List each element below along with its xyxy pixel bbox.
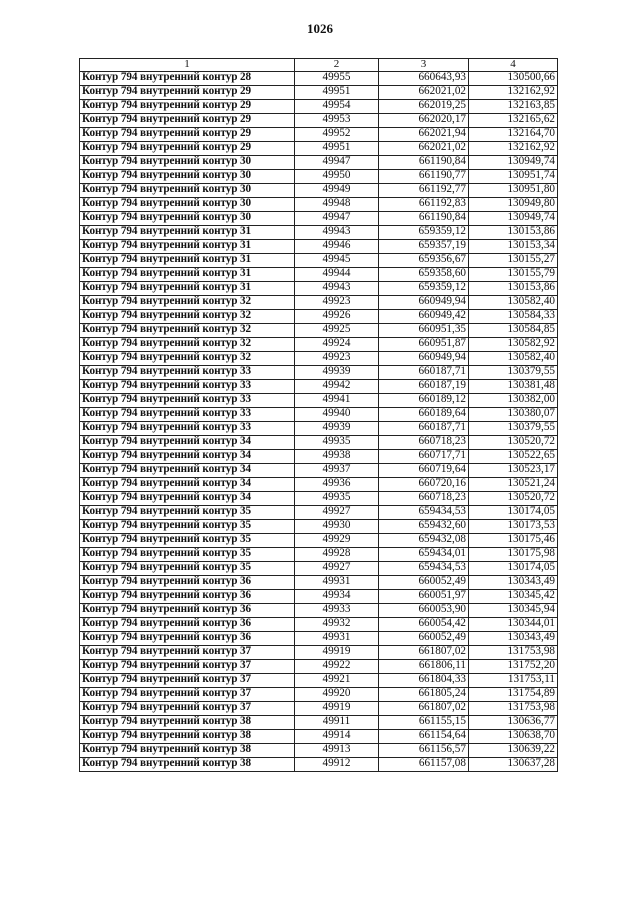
y-coordinate-cell: 130951,80: [469, 183, 558, 197]
point-number-cell: 49944: [295, 267, 379, 281]
y-coordinate-cell: 130500,66: [469, 71, 558, 85]
contour-name-cell: Контур 794 внутренний контур 33: [80, 421, 295, 435]
point-number-cell: 49912: [295, 757, 379, 771]
x-coordinate-cell: 659432,60: [379, 519, 469, 533]
table-row: [80, 673, 558, 687]
x-coordinate-cell: 659358,60: [379, 267, 469, 281]
y-coordinate-cell: 130343,49: [469, 631, 558, 645]
y-coordinate-cell: 130523,17: [469, 463, 558, 477]
point-number-cell: 49939: [295, 421, 379, 435]
x-coordinate-cell: 661807,02: [379, 645, 469, 659]
y-coordinate-cell: 130174,05: [469, 505, 558, 519]
contour-name-cell: Контур 794 внутренний контур 34: [80, 435, 295, 449]
table-row: [80, 547, 558, 561]
x-coordinate-cell: 660052,49: [379, 631, 469, 645]
table-row: [80, 617, 558, 631]
point-number-cell: 49922: [295, 659, 379, 673]
point-number-cell: 49953: [295, 113, 379, 127]
x-coordinate-cell: 659434,53: [379, 505, 469, 519]
point-number-cell: 49921: [295, 673, 379, 687]
x-coordinate-cell: 660054,42: [379, 617, 469, 631]
y-coordinate-cell: 132163,85: [469, 99, 558, 113]
table-row: [80, 281, 558, 295]
table-row: [80, 295, 558, 309]
point-number-cell: 49939: [295, 365, 379, 379]
point-number-cell: 49932: [295, 617, 379, 631]
table-row: [80, 645, 558, 659]
table-row: [80, 183, 558, 197]
x-coordinate-cell: 662020,17: [379, 113, 469, 127]
point-number-cell: 49923: [295, 295, 379, 309]
x-coordinate-cell: 661192,83: [379, 197, 469, 211]
contour-name-cell: Контур 794 внутренний контур 34: [80, 463, 295, 477]
y-coordinate-cell: 130174,05: [469, 561, 558, 575]
x-coordinate-cell: 659434,01: [379, 547, 469, 561]
table-row: [80, 561, 558, 575]
contour-name-cell: Контур 794 внутренний контур 29: [80, 113, 295, 127]
contour-name-cell: Контур 794 внутренний контур 38: [80, 729, 295, 743]
table-row: [80, 211, 558, 225]
contour-name-cell: Контур 794 внутренний контур 35: [80, 561, 295, 575]
y-coordinate-cell: 132164,70: [469, 127, 558, 141]
table-row: [80, 323, 558, 337]
point-number-cell: 49954: [295, 99, 379, 113]
x-coordinate-cell: 661804,33: [379, 673, 469, 687]
column-header-2: 2: [295, 59, 379, 72]
contour-name-cell: Контур 794 внутренний контур 38: [80, 757, 295, 771]
table-row: [80, 519, 558, 533]
point-number-cell: 49949: [295, 183, 379, 197]
point-number-cell: 49951: [295, 85, 379, 99]
point-number-cell: 49952: [295, 127, 379, 141]
x-coordinate-cell: 660189,12: [379, 393, 469, 407]
y-coordinate-cell: 130344,01: [469, 617, 558, 631]
point-number-cell: 49927: [295, 561, 379, 575]
point-number-cell: 49911: [295, 715, 379, 729]
point-number-cell: 49951: [295, 141, 379, 155]
table-row: [80, 449, 558, 463]
table-row: [80, 239, 558, 253]
column-header-1: 1: [80, 59, 295, 72]
x-coordinate-cell: 659359,12: [379, 225, 469, 239]
x-coordinate-cell: 661157,08: [379, 757, 469, 771]
point-number-cell: 49920: [295, 687, 379, 701]
table-row: [80, 729, 558, 743]
contour-name-cell: Контур 794 внутренний контур 34: [80, 449, 295, 463]
y-coordinate-cell: 130637,28: [469, 757, 558, 771]
y-coordinate-cell: 130155,79: [469, 267, 558, 281]
table-row: [80, 687, 558, 701]
point-number-cell: 49937: [295, 463, 379, 477]
table-row: [80, 141, 558, 155]
y-coordinate-cell: 130379,55: [469, 421, 558, 435]
y-coordinate-cell: 130175,46: [469, 533, 558, 547]
y-coordinate-cell: 130521,24: [469, 477, 558, 491]
y-coordinate-cell: 131753,11: [469, 673, 558, 687]
table-header-row: [80, 59, 558, 72]
contour-name-cell: Контур 794 внутренний контур 37: [80, 645, 295, 659]
point-number-cell: 49914: [295, 729, 379, 743]
x-coordinate-cell: 660053,90: [379, 603, 469, 617]
table-row: [80, 589, 558, 603]
table-row: [80, 757, 558, 771]
table-row: [80, 85, 558, 99]
table-row: [80, 659, 558, 673]
table-row: [80, 505, 558, 519]
table-row: [80, 197, 558, 211]
x-coordinate-cell: 660951,35: [379, 323, 469, 337]
contour-name-cell: Контур 794 внутренний контур 31: [80, 225, 295, 239]
y-coordinate-cell: 130379,55: [469, 365, 558, 379]
point-number-cell: 49940: [295, 407, 379, 421]
x-coordinate-cell: 661190,84: [379, 155, 469, 169]
y-coordinate-cell: 130949,74: [469, 155, 558, 169]
y-coordinate-cell: 130638,70: [469, 729, 558, 743]
contour-name-cell: Контур 794 внутренний контур 33: [80, 365, 295, 379]
x-coordinate-cell: 661156,57: [379, 743, 469, 757]
table-row: [80, 421, 558, 435]
point-number-cell: 49927: [295, 505, 379, 519]
y-coordinate-cell: 130345,42: [469, 589, 558, 603]
y-coordinate-cell: 130582,40: [469, 351, 558, 365]
point-number-cell: 49919: [295, 645, 379, 659]
y-coordinate-cell: 130381,48: [469, 379, 558, 393]
table-row: [80, 365, 558, 379]
table-row: [80, 99, 558, 113]
point-number-cell: 49935: [295, 491, 379, 505]
table-row: [80, 631, 558, 645]
point-number-cell: 49931: [295, 575, 379, 589]
y-coordinate-cell: 130520,72: [469, 491, 558, 505]
point-number-cell: 49936: [295, 477, 379, 491]
point-number-cell: 49933: [295, 603, 379, 617]
table-row: [80, 533, 558, 547]
contour-name-cell: Контур 794 внутренний контур 37: [80, 673, 295, 687]
table-row: [80, 337, 558, 351]
contour-name-cell: Контур 794 внутренний контур 35: [80, 519, 295, 533]
table-row: [80, 715, 558, 729]
point-number-cell: 49923: [295, 351, 379, 365]
table-row: [80, 127, 558, 141]
contour-name-cell: Контур 794 внутренний контур 31: [80, 253, 295, 267]
y-coordinate-cell: 131754,89: [469, 687, 558, 701]
column-header-4: 4: [469, 59, 558, 72]
contour-name-cell: Контур 794 внутренний контур 33: [80, 379, 295, 393]
y-coordinate-cell: 130636,77: [469, 715, 558, 729]
contour-name-cell: Контур 794 внутренний контур 32: [80, 323, 295, 337]
point-number-cell: 49948: [295, 197, 379, 211]
contour-name-cell: Контур 794 внутренний контур 30: [80, 155, 295, 169]
x-coordinate-cell: 659359,12: [379, 281, 469, 295]
y-coordinate-cell: 130582,40: [469, 295, 558, 309]
x-coordinate-cell: 661155,15: [379, 715, 469, 729]
table-row: [80, 309, 558, 323]
contour-name-cell: Контур 794 внутренний контур 37: [80, 659, 295, 673]
y-coordinate-cell: 130520,72: [469, 435, 558, 449]
x-coordinate-cell: 660718,23: [379, 491, 469, 505]
point-number-cell: 49926: [295, 309, 379, 323]
y-coordinate-cell: 130522,65: [469, 449, 558, 463]
contour-name-cell: Контур 794 внутренний контур 33: [80, 393, 295, 407]
contour-name-cell: Контур 794 внутренний контур 32: [80, 337, 295, 351]
point-number-cell: 49924: [295, 337, 379, 351]
contour-name-cell: Контур 794 внутренний контур 34: [80, 477, 295, 491]
y-coordinate-cell: 130343,49: [469, 575, 558, 589]
x-coordinate-cell: 660720,16: [379, 477, 469, 491]
point-number-cell: 49946: [295, 239, 379, 253]
y-coordinate-cell: 130153,86: [469, 281, 558, 295]
x-coordinate-cell: 661154,64: [379, 729, 469, 743]
contour-name-cell: Контур 794 внутренний контур 30: [80, 197, 295, 211]
x-coordinate-cell: 660187,71: [379, 365, 469, 379]
y-coordinate-cell: 132162,92: [469, 85, 558, 99]
x-coordinate-cell: 659357,19: [379, 239, 469, 253]
y-coordinate-cell: 130584,85: [469, 323, 558, 337]
contour-name-cell: Контур 794 внутренний контур 30: [80, 183, 295, 197]
x-coordinate-cell: 660717,71: [379, 449, 469, 463]
table-row: [80, 603, 558, 617]
contour-name-cell: Контур 794 внутренний контур 35: [80, 505, 295, 519]
table-row: [80, 393, 558, 407]
table-body: [80, 71, 558, 771]
contour-name-cell: Контур 794 внутренний контур 36: [80, 617, 295, 631]
x-coordinate-cell: 659432,08: [379, 533, 469, 547]
y-coordinate-cell: 130382,00: [469, 393, 558, 407]
x-coordinate-cell: 660719,64: [379, 463, 469, 477]
x-coordinate-cell: 661190,77: [379, 169, 469, 183]
y-coordinate-cell: 130153,34: [469, 239, 558, 253]
table-row: [80, 463, 558, 477]
table-row: [80, 491, 558, 505]
y-coordinate-cell: 130949,74: [469, 211, 558, 225]
contour-name-cell: Контур 794 внутренний контур 29: [80, 127, 295, 141]
point-number-cell: 49934: [295, 589, 379, 603]
contour-name-cell: Контур 794 внутренний контур 37: [80, 701, 295, 715]
x-coordinate-cell: 662021,94: [379, 127, 469, 141]
contour-name-cell: Контур 794 внутренний контур 31: [80, 267, 295, 281]
contour-name-cell: Контур 794 внутренний контур 36: [80, 603, 295, 617]
table-row: [80, 743, 558, 757]
point-number-cell: 49930: [295, 519, 379, 533]
x-coordinate-cell: 660643,93: [379, 71, 469, 85]
table-row: [80, 71, 558, 85]
table-row: [80, 477, 558, 491]
contour-name-cell: Контур 794 внутренний контур 32: [80, 309, 295, 323]
point-number-cell: 49943: [295, 225, 379, 239]
contour-name-cell: Контур 794 внутренний контур 38: [80, 715, 295, 729]
contour-name-cell: Контур 794 внутренний контур 38: [80, 743, 295, 757]
contour-name-cell: Контур 794 внутренний контур 32: [80, 295, 295, 309]
x-coordinate-cell: 660949,94: [379, 351, 469, 365]
point-number-cell: 49928: [295, 547, 379, 561]
contour-name-cell: Контур 794 внутренний контур 36: [80, 589, 295, 603]
page-number: 1026: [307, 21, 333, 36]
table-row: [80, 351, 558, 365]
x-coordinate-cell: 662021,02: [379, 141, 469, 155]
x-coordinate-cell: 660052,49: [379, 575, 469, 589]
contour-name-cell: Контур 794 внутренний контур 28: [80, 71, 295, 85]
y-coordinate-cell: 130951,74: [469, 169, 558, 183]
y-coordinate-cell: 131752,20: [469, 659, 558, 673]
x-coordinate-cell: 660949,42: [379, 309, 469, 323]
point-number-cell: 49955: [295, 71, 379, 85]
coordinates-table: [79, 58, 558, 772]
contour-name-cell: Контур 794 внутренний контур 29: [80, 85, 295, 99]
contour-name-cell: Контур 794 внутренний контур 29: [80, 99, 295, 113]
x-coordinate-cell: 659434,53: [379, 561, 469, 575]
contour-name-cell: Контур 794 внутренний контур 29: [80, 141, 295, 155]
point-number-cell: 49929: [295, 533, 379, 547]
x-coordinate-cell: 660718,23: [379, 435, 469, 449]
point-number-cell: 49945: [295, 253, 379, 267]
y-coordinate-cell: 130949,80: [469, 197, 558, 211]
point-number-cell: 49913: [295, 743, 379, 757]
contour-name-cell: Контур 794 внутренний контур 36: [80, 631, 295, 645]
table-row: [80, 155, 558, 169]
contour-name-cell: Контур 794 внутренний контур 33: [80, 407, 295, 421]
contour-name-cell: Контур 794 внутренний контур 31: [80, 281, 295, 295]
x-coordinate-cell: 659356,67: [379, 253, 469, 267]
y-coordinate-cell: 130173,53: [469, 519, 558, 533]
x-coordinate-cell: 661806,11: [379, 659, 469, 673]
point-number-cell: 49947: [295, 211, 379, 225]
y-coordinate-cell: 130175,98: [469, 547, 558, 561]
x-coordinate-cell: 661190,84: [379, 211, 469, 225]
y-coordinate-cell: 131753,98: [469, 645, 558, 659]
point-number-cell: 49942: [295, 379, 379, 393]
x-coordinate-cell: 660951,87: [379, 337, 469, 351]
table-row: [80, 113, 558, 127]
y-coordinate-cell: 132165,62: [469, 113, 558, 127]
x-coordinate-cell: 662021,02: [379, 85, 469, 99]
y-coordinate-cell: 130582,92: [469, 337, 558, 351]
table-row: [80, 435, 558, 449]
contour-name-cell: Контур 794 внутренний контур 32: [80, 351, 295, 365]
x-coordinate-cell: 661805,24: [379, 687, 469, 701]
point-number-cell: 49931: [295, 631, 379, 645]
point-number-cell: 49919: [295, 701, 379, 715]
table-row: [80, 267, 558, 281]
point-number-cell: 49938: [295, 449, 379, 463]
contour-name-cell: Контур 794 внутренний контур 36: [80, 575, 295, 589]
contour-name-cell: Контур 794 внутренний контур 30: [80, 169, 295, 183]
contour-name-cell: Контур 794 внутренний контур 30: [80, 211, 295, 225]
y-coordinate-cell: 130639,22: [469, 743, 558, 757]
contour-name-cell: Контур 794 внутренний контур 35: [80, 547, 295, 561]
y-coordinate-cell: 130345,94: [469, 603, 558, 617]
x-coordinate-cell: 660189,64: [379, 407, 469, 421]
y-coordinate-cell: 132162,92: [469, 141, 558, 155]
x-coordinate-cell: 660187,19: [379, 379, 469, 393]
point-number-cell: 49950: [295, 169, 379, 183]
x-coordinate-cell: 662019,25: [379, 99, 469, 113]
point-number-cell: 49941: [295, 393, 379, 407]
point-number-cell: 49947: [295, 155, 379, 169]
column-header-3: 3: [379, 59, 469, 72]
table-row: [80, 407, 558, 421]
x-coordinate-cell: 660051,97: [379, 589, 469, 603]
x-coordinate-cell: 661192,77: [379, 183, 469, 197]
point-number-cell: 49935: [295, 435, 379, 449]
x-coordinate-cell: 661807,02: [379, 701, 469, 715]
contour-name-cell: Контур 794 внутренний контур 34: [80, 491, 295, 505]
table-row: [80, 225, 558, 239]
y-coordinate-cell: 130380,07: [469, 407, 558, 421]
y-coordinate-cell: 131753,98: [469, 701, 558, 715]
point-number-cell: 49925: [295, 323, 379, 337]
table-row: [80, 701, 558, 715]
y-coordinate-cell: 130153,86: [469, 225, 558, 239]
point-number-cell: 49943: [295, 281, 379, 295]
contour-name-cell: Контур 794 внутренний контур 37: [80, 687, 295, 701]
x-coordinate-cell: 660187,71: [379, 421, 469, 435]
table-row: [80, 379, 558, 393]
y-coordinate-cell: 130584,33: [469, 309, 558, 323]
contour-name-cell: Контур 794 внутренний контур 35: [80, 533, 295, 547]
contour-name-cell: Контур 794 внутренний контур 31: [80, 239, 295, 253]
table-row: [80, 253, 558, 267]
x-coordinate-cell: 660949,94: [379, 295, 469, 309]
table-row: [80, 169, 558, 183]
y-coordinate-cell: 130155,27: [469, 253, 558, 267]
table-row: [80, 575, 558, 589]
